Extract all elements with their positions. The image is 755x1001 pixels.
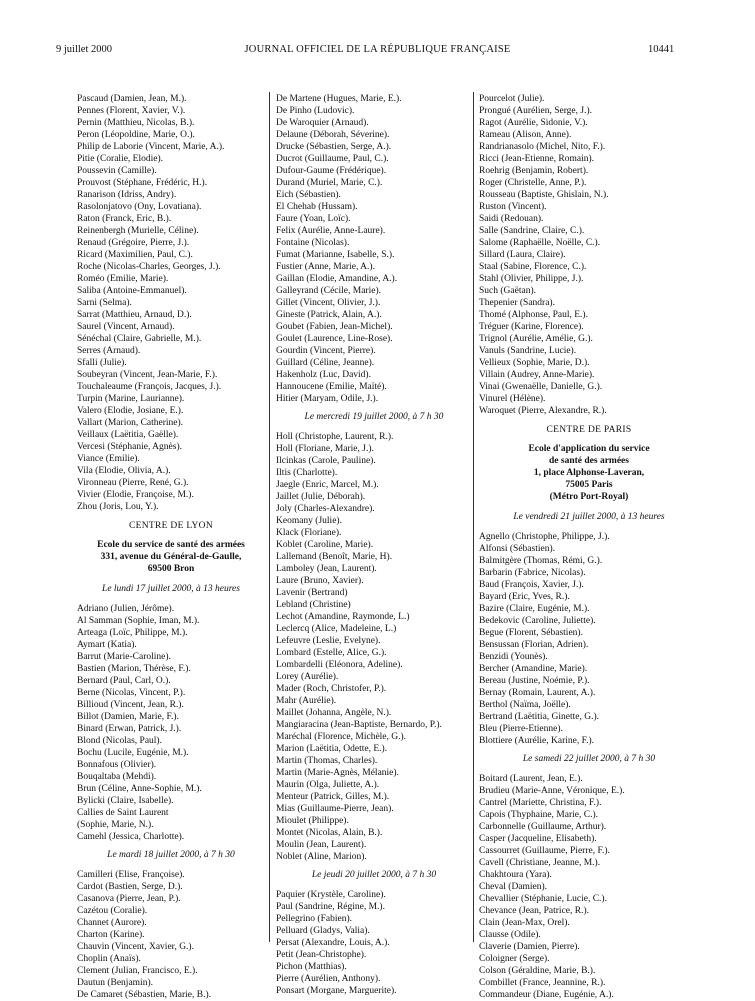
list-item: Lavenir (Bertrand) — [276, 588, 348, 598]
list-item: Rousseau (Baptiste, Ghislain, N.). — [479, 190, 609, 200]
list-item: Begue (Florent, Sébastien). — [479, 628, 583, 638]
list-item: Lebland (Christine) — [276, 600, 351, 610]
list-item: Hannoucene (Emilie, Maïté). — [276, 382, 387, 392]
list-item: Maurin (Olga, Juliette, A.). — [276, 780, 380, 790]
list-item: Bazire (Claire, Eugénie, M.). — [479, 604, 590, 614]
list-item: Sillard (Laura, Claire). — [479, 250, 566, 260]
list-item: Vinurel (Hélène). — [479, 394, 546, 404]
list-item: Bereau (Justine, Noémie, P.). — [479, 676, 590, 686]
list-item: Sfalli (Julie). — [77, 358, 127, 368]
session-heading: Le vendredi 21 juillet 2000, à 13 heures — [513, 512, 665, 522]
list-item: Baud (François, Xavier, J.). — [479, 580, 584, 590]
list-item: Moulin (Jean, Laurent). — [276, 840, 367, 850]
list-item: Bonnafous (Olivier). — [77, 760, 157, 770]
list-item: Brun (Céline, Anne-Sophie, M.). — [77, 784, 202, 794]
list-item: Marion (Laëtitia, Odette, E.). — [276, 744, 388, 754]
list-item: Commandeur (Diane, Eugénie, A.). — [479, 990, 614, 1000]
list-item: Hitier (Maryam, Odile, J.). — [276, 394, 379, 404]
list-item: Randrianasolo (Michel, Nito, F.). — [479, 142, 606, 152]
column-divider — [473, 92, 474, 942]
list-item: Such (Gaëtan). — [479, 286, 536, 296]
session-heading: Le mercredi 19 juillet 2000, à 7 h 30 — [304, 412, 444, 422]
page-number: 10441 — [648, 44, 675, 55]
list-item: Ruston (Vincent). — [479, 202, 547, 212]
list-item: Blottiere (Aurélie, Karine, F.). — [479, 736, 595, 746]
list-item: Mahr (Aurélie). — [276, 696, 337, 706]
list-item: Persat (Alexandre, Louis, A.). — [276, 938, 390, 948]
list-item: Ricard (Maximilien, Paul, C.). — [77, 250, 193, 260]
list-item: Roméo (Emilie, Marie). — [77, 274, 169, 284]
list-item: Fumat (Marianne, Isabelle, S.). — [276, 250, 395, 260]
list-item: Felix (Aurélie, Anne-Laure). — [276, 226, 386, 236]
list-item: Callies de Saint Laurent — [77, 808, 169, 818]
list-item: Menteur (Patrick, Gilles, M.). — [276, 792, 390, 802]
list-item: Galleyrand (Cécile, Marie). — [276, 286, 381, 296]
session-heading: Le mardi 18 juillet 2000, à 7 h 30 — [107, 850, 235, 860]
list-item: Colson (Géraldine, Marie, B.). — [479, 966, 596, 976]
list-item: Gineste (Patrick, Alain, A.). — [276, 310, 382, 320]
list-item: Trignol (Aurélie, Amélie, G.). — [479, 334, 593, 344]
column-3 — [479, 93, 699, 1001]
list-item: Veillaux (Laëtitia, Gaëlle). — [77, 430, 179, 440]
school-address-line: 75005 Paris — [565, 480, 613, 490]
list-item: Goubet (Fabien, Jean-Michel). — [276, 322, 393, 332]
school-address-line: 1, place Alphonse-Laveran, — [533, 468, 645, 478]
list-item: Tréguer (Karine, Florence). — [479, 322, 584, 332]
list-item: Benzidi (Younès). — [479, 652, 548, 662]
list-item: Dautun (Benjamin). — [77, 978, 153, 988]
list-item: Billioud (Vincent, Jean, R.). — [77, 700, 184, 710]
list-item: Gillet (Vincent, Olivier, J.). — [276, 298, 381, 308]
list-item: Montet (Nicolas, Alain, B.). — [276, 828, 383, 838]
list-item: Bensussan (Florian, Adrien). — [479, 640, 589, 650]
session-heading: Le jeudi 20 juillet 2000, à 7 h 30 — [311, 870, 437, 880]
list-item: De Camaret (Sébastien, Marie, B.). — [77, 990, 212, 1000]
school-address-line: Ecole d'application du service — [528, 444, 650, 454]
list-item: Barrut (Marie-Caroline). — [77, 652, 171, 662]
list-item: Roger (Christelle, Anne, P.). — [479, 178, 587, 188]
list-item: Ricci (Jean-Etienne, Romain). — [479, 154, 595, 164]
list-item: Berthol (Naïma, Joëlle). — [479, 700, 571, 710]
list-item: De Waroquier (Arnaud). — [276, 118, 369, 128]
list-item: Philip de Laborie (Vincent, Marie, A.). — [77, 142, 225, 152]
list-item: Drucke (Sébastien, Serge, A.). — [276, 142, 392, 152]
list-item: Combillet (France, Jeannine, R.). — [479, 978, 606, 988]
page-header — [0, 44, 755, 60]
list-item: Mias (Guillaume-Pierre, Jean). — [276, 804, 394, 814]
list-item: Chauvin (Vincent, Xavier, G.). — [77, 942, 194, 952]
list-item: Koblet (Caroline, Marie). — [276, 540, 374, 550]
list-item: Balmitgère (Thomas, Rémi, G.). — [479, 556, 603, 566]
list-item: Aymart (Katia). — [77, 640, 137, 650]
list-item: Mioulet (Philippe). — [276, 816, 349, 826]
list-item: Lombardelli (Eléonora, Adeline). — [276, 660, 403, 670]
list-item: Clain (Jean-Max, Orel). — [479, 918, 570, 928]
list-item: Keomany (Julie). — [276, 516, 342, 526]
list-item: Casanova (Pierre, Jean, P.). — [77, 894, 181, 904]
list-item: Vercesi (Stéphanie, Agnès). — [77, 442, 182, 452]
list-item: Clement (Julian, Francisco, E.). — [77, 966, 198, 976]
list-item: Pennes (Florent, Xavier, V.). — [77, 106, 186, 116]
list-item: Lombard (Estelle, Alice, G.). — [276, 648, 387, 658]
list-item: Stahl (Olivier, Philippe, J.). — [479, 274, 584, 284]
list-item: Iltis (Charlotte). — [276, 468, 338, 478]
list-item: Bochu (Lucile, Eugénie, M.). — [77, 748, 189, 758]
session-heading: Le samedi 22 juillet 2000, à 7 h 30 — [522, 754, 656, 764]
list-item: Viance (Emilie). — [77, 454, 140, 464]
list-item: Soubeyran (Vincent, Jean-Marie, F.). — [77, 370, 218, 380]
list-item: Maréchal (Florence, Michèle, G.). — [276, 732, 407, 742]
list-item: Bedekovic (Caroline, Juliette). — [479, 616, 596, 626]
school-address — [77, 539, 265, 575]
list-item: Klack (Floriane). — [276, 528, 342, 538]
list-item: Joly (Charles-Alexandre). — [276, 504, 375, 514]
list-item: Waroquet (Pierre, Alexandre, R.). — [479, 406, 607, 416]
list-item: Boitard (Laurent, Jean, E.). — [479, 774, 583, 784]
list-item: Charton (Karine). — [77, 930, 145, 940]
list-item: Channet (Aurore). — [77, 918, 147, 928]
column-divider — [269, 92, 270, 942]
list-item: Durand (Muriel, Marie, C.). — [276, 178, 383, 188]
school-address — [479, 443, 699, 503]
list-item: Fontaine (Nicolas). — [276, 238, 350, 248]
list-item: Martin (Marie-Agnès, Mélanie). — [276, 768, 399, 778]
list-item: Jaegle (Enric, Marcel, M.). — [276, 480, 379, 490]
list-item: Ranarison (Idriss, Andry). — [77, 190, 177, 200]
list-item: Lechot (Amandine, Raymonde, L.) — [276, 612, 410, 622]
list-item: Peron (Léopoldine, Marie, O.). — [77, 130, 195, 140]
list-item: Roehrig (Benjamin, Robert). — [479, 166, 589, 176]
list-item: Cardot (Bastien, Serge, D.). — [77, 882, 183, 892]
list-item: Salome (Raphaëlle, Noëlle, C.). — [479, 238, 601, 248]
list-item: Camilleri (Elise, Françoise). — [77, 870, 185, 880]
list-item: Vellieux (Sophie, Marie, D.). — [479, 358, 590, 368]
list-item: Lallemand (Benoît, Marie, H). — [276, 552, 393, 562]
list-item: Vallart (Marion, Catherine). — [77, 418, 184, 428]
list-item: Raton (Franck, Eric, B.). — [77, 214, 172, 224]
list-item: Mangiaracina (Jean-Baptiste, Bernardo, P.). — [276, 720, 442, 730]
school-address-line: 331, avenue du Général-de-Gaulle, — [100, 552, 242, 562]
list-item: Al Samman (Sophie, Iman, M.). — [77, 616, 200, 626]
list-item: Vila (Elodie, Olivia, A.). — [77, 466, 171, 476]
list-item: Pellegrino (Fabien). — [276, 914, 352, 924]
list-item: Jaillet (Julie, Déborah). — [276, 492, 366, 502]
school-address-line: de santé des armées — [549, 456, 629, 466]
list-item: Staal (Sabine, Florence, C.). — [479, 262, 587, 272]
list-item: Salle (Sandrine, Claire, C.). — [479, 226, 585, 236]
list-item: Villain (Audrey, Anne-Marie). — [479, 370, 595, 380]
list-item: Lamboley (Jean, Laurent). — [276, 564, 377, 574]
list-item: Cantrel (Mariette, Christina, F.). — [479, 798, 602, 808]
list-item: Ponsart (Morgane, Marguerite). — [276, 986, 397, 996]
list-item: Bertrand (Laëtitia, Ginette, G.). — [479, 712, 600, 722]
list-item: Guillard (Céline, Jeanne). — [276, 358, 375, 368]
list-item: Ilcinkas (Carole, Pauline). — [276, 456, 376, 466]
list-item: Paquier (Krystèle, Caroline). — [276, 890, 386, 900]
list-item: Berne (Nicolas, Vincent, P.). — [77, 688, 186, 698]
list-item: Bercher (Amandine, Marie). — [479, 664, 588, 674]
list-item: Binard (Erwan, Patrick, J.). — [77, 724, 182, 734]
list-item: Zhou (Joris, Lou, Y.). — [77, 502, 159, 512]
list-item: Holl (Christophe, Laurent, R.). — [276, 432, 394, 442]
list-item: Pascaud (Damien, Jean, M.). — [77, 94, 187, 104]
list-item: Vironneau (Pierre, René, G.). — [77, 478, 189, 488]
list-item: Thepenier (Sandra). — [479, 298, 555, 308]
list-item: Bernard (Paul, Carl, O.). — [77, 676, 171, 686]
column-1 — [77, 93, 265, 1001]
list-item: Choplin (Anaïs). — [77, 954, 141, 964]
list-item: Chakhtoura (Yara). — [479, 870, 552, 880]
list-item: Cassourret (Guillaume, Pierre, F.). — [479, 846, 610, 856]
list-item: (Sophie, Marie, N.). — [77, 820, 154, 830]
list-item: Bylicki (Claire, Isabelle). — [77, 796, 174, 806]
list-item: Chevance (Jean, Patrice, R.). — [479, 906, 589, 916]
list-item: Rameau (Alison, Anne). — [479, 130, 572, 140]
list-item: Saurel (Vincent, Arnaud). — [77, 322, 175, 332]
list-item: Agnello (Christophe, Philippe, J.). — [479, 532, 610, 542]
list-item: Serres (Arnaud). — [77, 346, 141, 356]
list-item: Martin (Thomas, Charles). — [276, 756, 378, 766]
list-item: Vinai (Gwenaëlle, Danielle, G.). — [479, 382, 603, 392]
list-item: Paul (Sandrine, Régine, M.). — [276, 902, 385, 912]
exam-center-title: CENTRE DE PARIS — [546, 425, 632, 435]
list-item: Pierre (Aurélien, Anthony). — [276, 974, 381, 984]
list-item: Carbonnelle (Guillaume, Arthur). — [479, 822, 607, 832]
list-item: Barbarin (Fabrice, Nicolas). — [479, 568, 586, 578]
list-item: Fustier (Anne, Marie, A.). — [276, 262, 375, 272]
session-heading: Le lundi 17 juillet 2000, à 13 heures — [102, 584, 240, 594]
list-item: Bouqaltaba (Mehdi). — [77, 772, 157, 782]
list-item: Laure (Bruno, Xavier). — [276, 576, 364, 586]
list-item: Sénéchal (Claire, Gabrielle, M.). — [77, 334, 202, 344]
list-item: Gourdin (Vincent, Pierre). — [276, 346, 376, 356]
list-item: Bernay (Romain, Laurent, A.). — [479, 688, 596, 698]
school-address-line: 69500 Bron — [147, 564, 195, 574]
list-item: Capois (Thyphaine, Marie, C.). — [479, 810, 598, 820]
list-item: Ducrot (Guillaume, Paul, C.). — [276, 154, 389, 164]
list-item: Saidi (Redouan). — [479, 214, 544, 224]
list-item: Renaud (Grégoire, Pierre, J.). — [77, 238, 190, 248]
list-item: Claverie (Damien, Pierre). — [479, 942, 580, 952]
list-item: Bleu (Pierre-Etienne). — [479, 724, 563, 734]
exam-center-title: CENTRE DE LYON — [129, 521, 213, 531]
journal-title: JOURNAL OFFICIEL DE LA RÉPUBLIQUE FRANÇAISE — [244, 44, 511, 55]
list-item: Pichon (Matthias). — [276, 962, 347, 972]
list-item: Adriano (Julien, Jérôme). — [77, 604, 175, 614]
list-item: Alfonsi (Sébastien). — [479, 544, 555, 554]
list-item: Prouvost (Stéphane, Frédéric, H.). — [77, 178, 208, 188]
list-item: Valero (Elodie, Josiane, E.). — [77, 406, 184, 416]
list-item: Holl (Floriane, Marie, J.). — [276, 444, 374, 454]
list-item: Casper (Jacqueline, Elisabeth). — [479, 834, 597, 844]
list-item: Lorey (Aurélie). — [276, 672, 339, 682]
list-item: Gaillan (Elodie, Amandine, A.). — [276, 274, 398, 284]
list-item: Roche (Nicolas-Charles, Georges, J.). — [77, 262, 221, 272]
list-item: Vanuls (Sandrine, Lucie). — [479, 346, 577, 356]
list-item: Lefeuvre (Leslie, Evelyne). — [276, 636, 381, 646]
list-item: Prongué (Aurélien, Serge, J.). — [479, 106, 593, 116]
list-item: Eich (Sébastien). — [276, 190, 341, 200]
list-item: De Martene (Hugues, Marie, E.). — [276, 94, 402, 104]
list-item: Sarni (Selma). — [77, 298, 132, 308]
column-2 — [276, 93, 472, 997]
list-item: Petit (Jean-Christophe). — [276, 950, 367, 960]
list-item: Chevallier (Stéphanie, Lucie, C.). — [479, 894, 607, 904]
list-item: Thomé (Alphonse, Paul, E.). — [479, 310, 588, 320]
list-item: Rasolonjatovo (Ony, Lovatiana). — [77, 202, 202, 212]
list-item: Noblet (Aline, Marion). — [276, 852, 367, 862]
school-address-line: Ecole du service de santé des armées — [97, 540, 245, 550]
list-item: Sarrat (Matthieu, Arnaud, D.). — [77, 310, 192, 320]
list-item: Saliba (Antoine-Emmanuel). — [77, 286, 187, 296]
list-item: El Chehab (Hussam). — [276, 202, 358, 212]
list-item: Clausse (Odile). — [479, 930, 541, 940]
list-item: Brudieu (Marie-Anne, Véronique, E.). — [479, 786, 625, 796]
list-item: Pernin (Matthieu, Nicolas, B.). — [77, 118, 195, 128]
list-item: Faure (Yoan, Loïc). — [276, 214, 351, 224]
list-item: Ragot (Aurélie, Sidonie, V.). — [479, 118, 588, 128]
list-item: Pitie (Coralie, Elodie). — [77, 154, 164, 164]
header-date: 9 juillet 2000 — [56, 44, 112, 55]
list-item: Mader (Roch, Christofer, P.). — [276, 684, 387, 694]
list-item: Goulet (Laurence, Line-Rose). — [276, 334, 393, 344]
list-item: Cavell (Christiane, Jeanne, M.). — [479, 858, 601, 868]
list-item: Poussevin (Camille). — [77, 166, 157, 176]
school-address-line: (Métro Port-Royal) — [549, 492, 629, 502]
list-item: Hakenholz (Luc, David). — [276, 370, 371, 380]
list-item: Maillet (Johanna, Angèle, N.). — [276, 708, 392, 718]
list-item: Camehl (Jessica, Charlotte). — [77, 832, 185, 842]
list-item: Delaune (Déborah, Séverine). — [276, 130, 390, 140]
list-item: Leclercq (Alice, Madeleine, L.) — [276, 624, 397, 634]
list-item: Coloigner (Serge). — [479, 954, 550, 964]
list-item: Bayard (Eric, Yves, R.). — [479, 592, 570, 602]
list-item: Turpin (Marine, Laurianne). — [77, 394, 185, 404]
list-item: Billot (Damien, Marie, F.). — [77, 712, 179, 722]
list-item: Reinenbergh (Murielle, Céline). — [77, 226, 199, 236]
list-item: Dufour-Gaume (Frédérique). — [276, 166, 387, 176]
list-item: Pelluard (Gladys, Valia). — [276, 926, 370, 936]
list-item: Blond (Nicolas, Paul). — [77, 736, 162, 746]
list-item: Vivier (Elodie, Françoise, M.). — [77, 490, 194, 500]
list-item: Arteaga (Loïc, Philippe, M.). — [77, 628, 188, 638]
list-item: De Pinho (Ludovic). — [276, 106, 355, 116]
list-item: Pourcelot (Julie). — [479, 94, 545, 104]
list-item: Cheval (Damien). — [479, 882, 548, 892]
list-item: Touchaleaume (François, Jacques, J.). — [77, 382, 222, 392]
list-item: Cazétou (Coralie). — [77, 906, 148, 916]
list-item: Bastien (Marion, Thérèse, F.). — [77, 664, 191, 674]
